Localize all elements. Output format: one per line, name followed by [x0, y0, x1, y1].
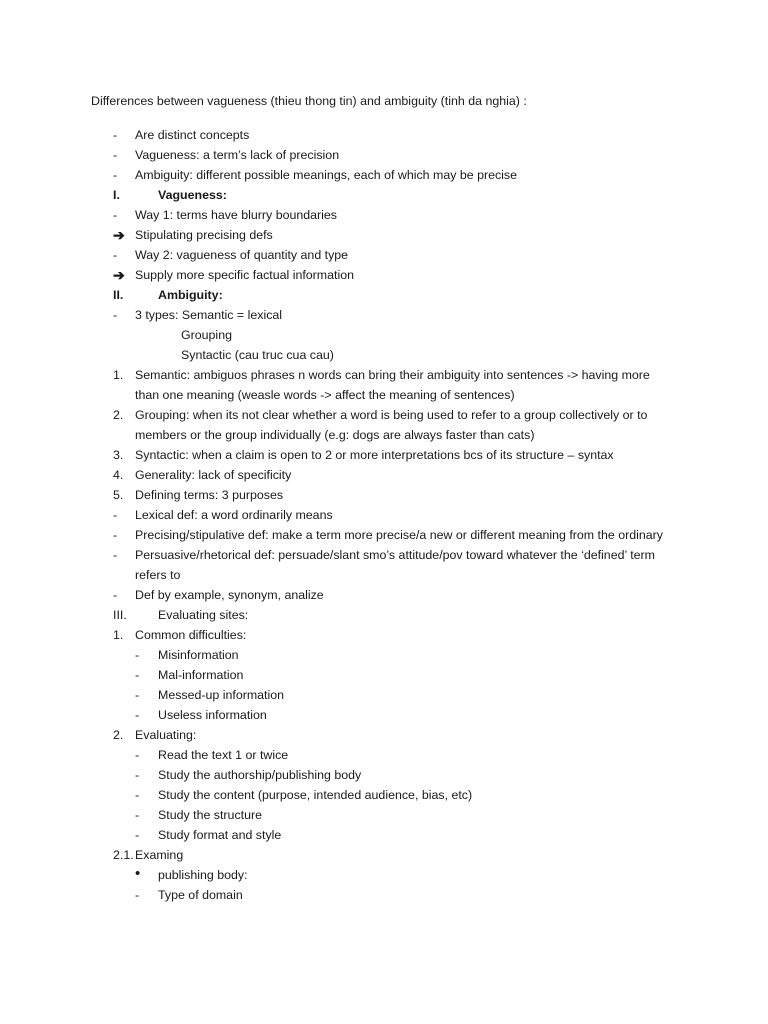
list-item-text: Vagueness: a term’s lack of precision — [135, 148, 340, 162]
list-item-text: Precising/stipulative def: make a term more precise/a new or different meaning from the ordinary — [135, 528, 663, 542]
list-item — [0, 205, 768, 225]
list-marker — [113, 345, 181, 365]
list-marker: - — [135, 688, 140, 702]
list-item-text: Grouping: when its not clear whether a word is being used to refer to a group collectively or to members or the group individually (e.g: dogs are always faster than cats) — [135, 408, 648, 442]
list-item-text: Evaluating: — [135, 728, 197, 742]
list-item-text: Type of domain — [158, 888, 243, 902]
list-marker: - — [135, 888, 140, 902]
list-item-text: Stipulating precising defs — [135, 228, 273, 242]
list-marker: I. — [113, 188, 120, 202]
list-item — [0, 505, 768, 525]
list-marker: II. — [113, 288, 124, 302]
list-item — [0, 225, 768, 245]
list-item — [0, 525, 768, 545]
list-item-text: Messed-up information — [158, 688, 285, 702]
list-marker: - — [113, 548, 118, 562]
list-item-text: Ambiguity: — [158, 288, 223, 302]
list-item — [0, 305, 768, 325]
list-item — [0, 625, 768, 645]
list-item — [0, 165, 768, 185]
list-item-text: Semantic: ambiguos phrases n words can bring their ambiguity into sentences -> having more than one meaning (weasle words -> affect the meaning of sentences) — [135, 368, 650, 402]
list-item-text: Persuasive/rhetorical def: persuade/slant smo’s attitude/pov toward whatever the ‘defined’ term refers to — [135, 548, 655, 582]
list-marker: - — [113, 128, 118, 142]
list-item — [0, 705, 768, 725]
list-item — [0, 645, 768, 665]
list-marker: - — [113, 528, 118, 542]
notes-list — [0, 125, 768, 905]
list-marker: - — [135, 768, 140, 782]
list-marker — [113, 325, 181, 345]
list-item — [0, 265, 768, 285]
list-item-text: Lexical def: a word ordinarily means — [135, 508, 333, 522]
list-marker: 2.1. — [113, 848, 134, 862]
list-marker: - — [113, 208, 118, 222]
list-item — [0, 285, 768, 305]
list-marker: 5. — [113, 488, 124, 502]
list-item-text: Read the text 1 or twice — [158, 748, 289, 762]
list-item — [0, 825, 768, 845]
list-item-text: Evaluating sites: — [158, 608, 249, 622]
list-marker: 2. — [113, 408, 124, 422]
list-item — [0, 725, 768, 745]
list-item-text: Grouping — [181, 328, 232, 342]
list-item — [0, 545, 768, 585]
list-item-text: Common difficulties: — [135, 628, 247, 642]
list-item — [0, 345, 768, 365]
list-marker: - — [135, 648, 140, 662]
list-item — [0, 465, 768, 485]
list-marker: - — [113, 148, 118, 162]
list-item-text: Def by example, synonym, analize — [135, 588, 324, 602]
list-item-text: Ambiguity: different possible meanings, each of which may be precise — [135, 168, 518, 182]
list-marker: III. — [113, 608, 127, 622]
list-item — [0, 745, 768, 765]
list-item — [0, 765, 768, 785]
list-marker: - — [135, 828, 140, 842]
list-item — [0, 445, 768, 465]
list-item-text: Examing — [135, 848, 184, 862]
list-marker: 1. — [113, 628, 124, 642]
list-item — [0, 485, 768, 505]
list-item-text: Supply more specific factual information — [135, 268, 355, 282]
list-marker: - — [113, 308, 118, 322]
list-item-text: Useless information — [158, 708, 267, 722]
list-item-text: Way 2: vagueness of quantity and type — [135, 248, 349, 262]
list-item-text: Study the content (purpose, intended audience, bias, etc) — [158, 788, 473, 802]
list-item — [0, 585, 768, 605]
bullet-icon: • — [135, 865, 141, 882]
list-marker: 2. — [113, 728, 124, 742]
list-item — [0, 665, 768, 685]
list-marker: - — [135, 808, 140, 822]
list-marker: - — [135, 788, 140, 802]
list-item-text: Generality: lack of specificity — [135, 468, 292, 482]
list-marker: 3. — [113, 448, 124, 462]
list-item — [0, 785, 768, 805]
list-marker: - — [135, 708, 140, 722]
list-item-text: Syntactic (cau truc cua cau) — [181, 348, 334, 362]
list-item — [0, 845, 768, 865]
list-marker: - — [113, 248, 118, 262]
arrow-icon: ➔ — [113, 267, 125, 283]
list-item-text: 3 types: Semantic = lexical — [135, 308, 283, 322]
list-item-text: Vagueness: — [158, 188, 227, 202]
list-item — [0, 145, 768, 165]
list-item — [0, 885, 768, 905]
list-item-text: Defining terms: 3 purposes — [135, 488, 284, 502]
list-item — [0, 805, 768, 825]
list-item-text: Mal-information — [158, 668, 244, 682]
list-marker: - — [113, 168, 118, 182]
list-item-text: Study format and style — [158, 828, 282, 842]
list-item-text: Study the structure — [158, 808, 262, 822]
list-item-text: Misinformation — [158, 648, 239, 662]
list-item — [0, 325, 768, 345]
document-title: Differences between vagueness (thieu thong tin) and ambiguity (tinh da nghia) : — [91, 94, 527, 108]
list-item-text: Study the authorship/publishing body — [158, 768, 362, 782]
list-item — [0, 405, 768, 445]
list-item — [0, 865, 768, 885]
list-item-text: publishing body: — [158, 868, 248, 882]
list-marker: - — [113, 508, 118, 522]
list-item-text: Way 1: terms have blurry boundaries — [135, 208, 338, 222]
list-marker: 1. — [113, 368, 124, 382]
list-item — [0, 185, 768, 205]
list-item — [0, 605, 768, 625]
arrow-icon: ➔ — [113, 227, 125, 243]
list-item-text: Are distinct concepts — [135, 128, 250, 142]
list-marker: - — [113, 588, 118, 602]
list-marker: - — [135, 748, 140, 762]
list-marker: - — [135, 668, 140, 682]
list-item — [0, 245, 768, 265]
list-item — [0, 365, 768, 405]
list-marker: 4. — [113, 468, 124, 482]
list-item-text: Syntactic: when a claim is open to 2 or more interpretations bcs of its structure – syntax — [135, 448, 614, 462]
list-item — [0, 125, 768, 145]
list-item — [0, 685, 768, 705]
